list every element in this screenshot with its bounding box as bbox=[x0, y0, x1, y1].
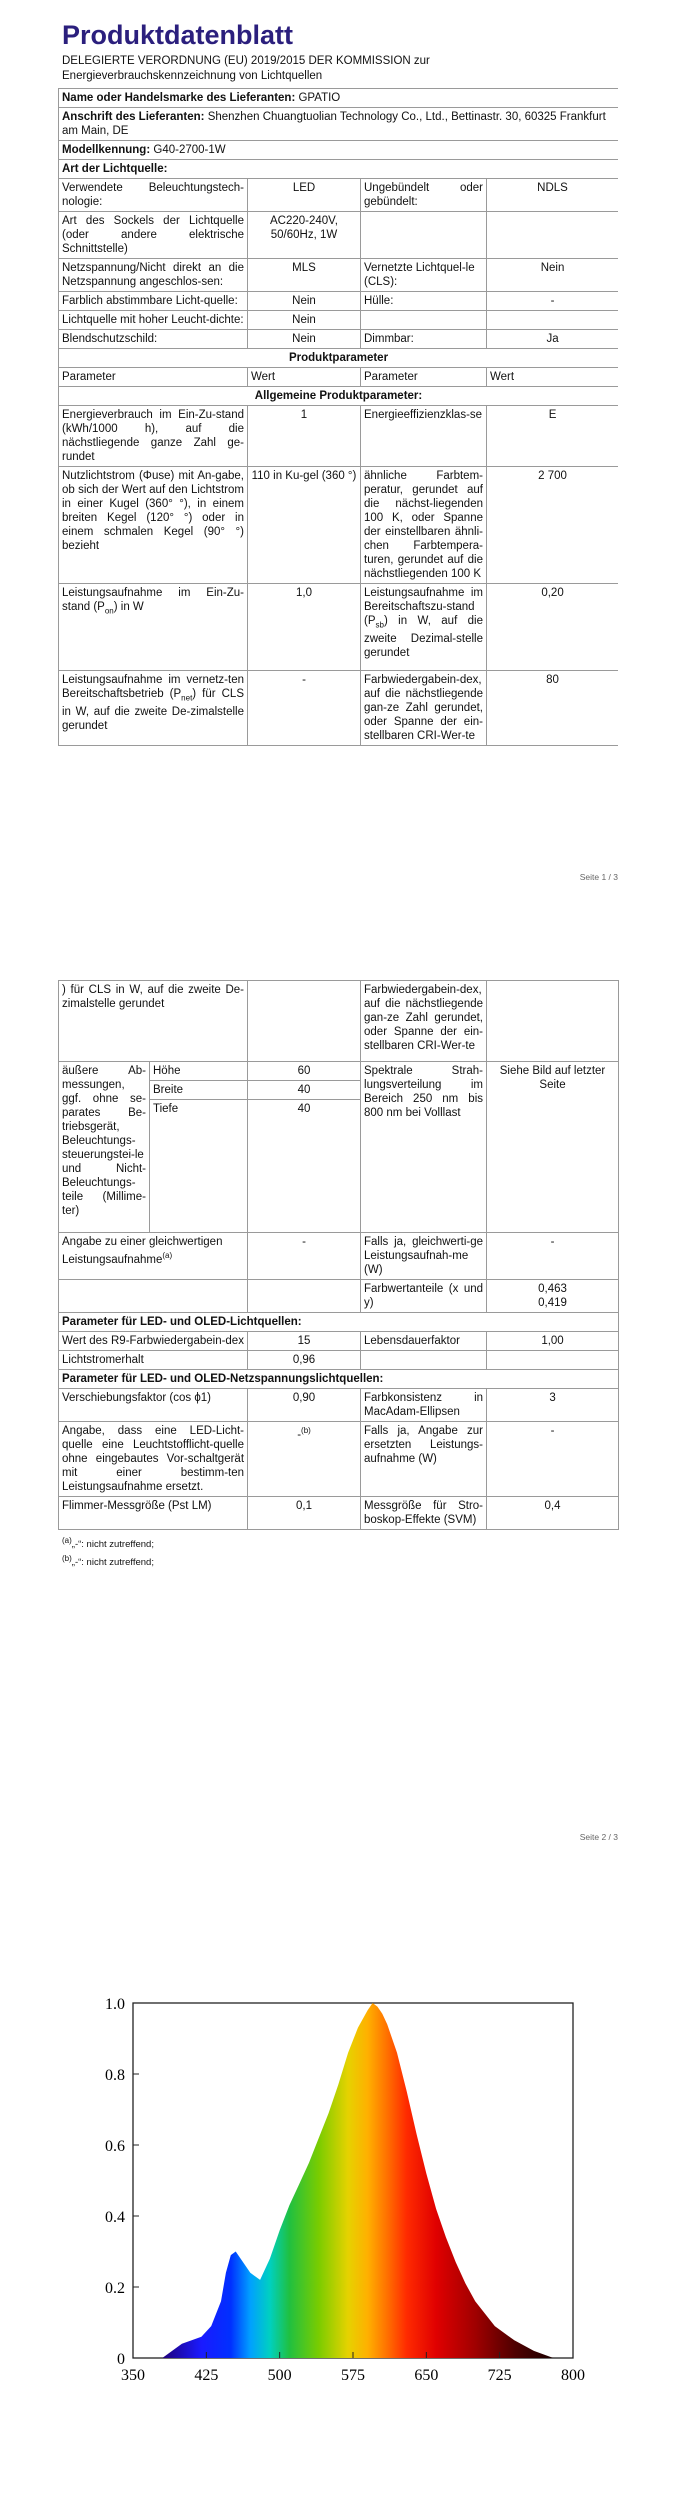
type-row-label: Verwendete Beleuchtungstech-nologie: bbox=[59, 179, 248, 212]
general-params-header: Allgemeine Produktparameter: bbox=[59, 387, 619, 406]
type-row-label: Art des Sockels der Lichtquelle (oder andere elektrische Schnittstelle) bbox=[59, 212, 248, 259]
supplier-address-label: Anschrift des Lieferanten: bbox=[62, 111, 205, 123]
power-on-label-unit: ) in W bbox=[113, 601, 144, 613]
maintenance-empty bbox=[361, 1351, 487, 1370]
footnote-a-mark: (a) bbox=[62, 1536, 72, 1545]
mains-section-header: Parameter für LED- und OLED-Netzspannungslichtquellen: bbox=[59, 1370, 619, 1389]
datasheet-table bbox=[58, 88, 618, 746]
type-row-value: MLS bbox=[248, 259, 361, 292]
datasheet-table-continued bbox=[58, 980, 619, 1530]
spectrum-area bbox=[162, 2003, 553, 2358]
type-row-value: AC220-240V, 50/60Hz, 1W bbox=[248, 212, 361, 259]
datasheet-page-2 bbox=[58, 980, 618, 1620]
column-header-value: Wert bbox=[248, 368, 361, 387]
dimensions-row bbox=[59, 1062, 619, 1081]
y-tick-label: 0.6 bbox=[105, 2138, 125, 2155]
network-standby-label-text: Leistungsaufnahme im vernetz-ten Bereitschaftsbetrieb (P bbox=[62, 674, 244, 700]
type-row-label: Vernetzte Lichtquel-le (CLS): bbox=[361, 259, 487, 292]
type-row-label bbox=[361, 212, 487, 259]
network-standby-row bbox=[59, 671, 619, 746]
chromaticity-empty bbox=[248, 1280, 361, 1313]
power-on-subscript: on bbox=[104, 606, 114, 616]
equivalent-power-value: - bbox=[248, 1233, 361, 1280]
type-row-label: Lichtquelle mit hoher Leucht-dichte: bbox=[59, 311, 248, 330]
type-row bbox=[59, 330, 619, 349]
mains-section-row bbox=[59, 1370, 619, 1389]
spectrum-value: Siehe Bild auf letzter Seite bbox=[487, 1062, 619, 1233]
svm-value: 0,4 bbox=[487, 1497, 619, 1530]
width-label: Breite bbox=[150, 1081, 248, 1100]
lifetime-value: 1,00 bbox=[487, 1332, 619, 1351]
supplier-name-row bbox=[59, 89, 619, 108]
led-section-row bbox=[59, 1313, 619, 1332]
type-row bbox=[59, 179, 619, 212]
replacement-value-text: - bbox=[297, 1428, 302, 1441]
cct-label: ähnliche Farbtem-peratur, gerundet auf die nächst-liegenden 100 K, oder Spanne der einstellbaren ähnli-chen Farbtempera-turen, gerundet auf die nächstliegenden 100 K bbox=[361, 467, 487, 584]
macadam-value: 3 bbox=[487, 1389, 619, 1422]
supplier-address-row bbox=[59, 108, 619, 141]
flux-value: 110 in Ku-gel (360 °) bbox=[248, 467, 361, 584]
chromaticity-y: 0,419 bbox=[538, 1297, 567, 1309]
type-row-label bbox=[361, 311, 487, 330]
type-header: Art der Lichtquelle: bbox=[59, 160, 619, 179]
type-row-value: Nein bbox=[248, 330, 361, 349]
energy-class-value: E bbox=[487, 406, 619, 467]
maintenance-label: Lichtstromerhalt bbox=[59, 1351, 248, 1370]
power-on-value: 1,0 bbox=[248, 584, 361, 671]
general-params-header-row bbox=[59, 387, 619, 406]
footnote-b-ref: (b) bbox=[301, 1426, 311, 1435]
type-row-label: Netzspannung/Nicht direkt an die Netzspannung angeschlos-sen: bbox=[59, 259, 248, 292]
cri-value: 80 bbox=[487, 671, 619, 746]
network-standby-label bbox=[59, 671, 248, 746]
cri-label-continued: Farbwiedergabein-dex, auf die nächstliegende gan-ze Zahl gerundet, oder Spanne der ein-stellbaren CRI-Wer-te bbox=[361, 981, 487, 1062]
flicker-row bbox=[59, 1497, 619, 1530]
footnote-a-ref: (a) bbox=[162, 1251, 173, 1260]
footnote-a-text: „-“: nicht zutreffend; bbox=[71, 1539, 154, 1551]
energy-row bbox=[59, 406, 619, 467]
y-tick-label: 1.0 bbox=[105, 1996, 125, 2013]
power-on-label bbox=[59, 584, 248, 671]
power-on-label-text: Leistungsaufnahme im Ein-Zu-stand (P bbox=[62, 587, 244, 613]
replacement-power-label: Falls ja, Angabe zur ersetzten Leistungs-aufnahme (W) bbox=[361, 1422, 487, 1497]
type-row-value: - bbox=[487, 292, 619, 311]
doc-subtitle: DELEGIERTE VERORDNUNG (EU) 2019/2015 DER KOMMISSION zur Energieverbrauchskennzeichnung von Lichtquellen bbox=[62, 55, 430, 82]
equivalent-power-w-value: - bbox=[487, 1233, 619, 1280]
column-header-parameter: Parameter bbox=[59, 368, 248, 387]
footnote-b-text: „-“: nicht zutreffend; bbox=[71, 1557, 154, 1569]
x-tick-label: 500 bbox=[267, 2367, 292, 2384]
svm-label: Messgröße für Stro-boskop-Effekte (SVM) bbox=[361, 1497, 487, 1530]
model-label: Modellkennung: bbox=[62, 144, 151, 156]
type-row-value bbox=[487, 212, 619, 259]
energy-label: Energieverbrauch im Ein-Zu-stand (kWh/1000 h), auf die nächstliegende ganze Zahl ge-rundet bbox=[59, 406, 248, 467]
type-header-row bbox=[59, 160, 619, 179]
flicker-value: 0,1 bbox=[248, 1497, 361, 1530]
x-tick-label: 800 bbox=[561, 2367, 585, 2384]
type-row-value: Ja bbox=[487, 330, 619, 349]
macadam-label: Farbkonsistenz in MacAdam-Ellipsen bbox=[361, 1389, 487, 1422]
led-section-header: Parameter für LED- und OLED-Lichtquellen: bbox=[59, 1313, 619, 1332]
flux-label: Nutzlichtstrom (Φuse) mit An-gabe, ob sich der Wert auf den Lichtstrom in einer Kugel (360° °), in einem breiten Kegel (120° °) oder in einem schmalen Kegel (90° °) bezieht bbox=[59, 467, 248, 584]
replacement-power-value: - bbox=[487, 1422, 619, 1497]
x-tick-label: 725 bbox=[487, 2367, 512, 2384]
depth-label: Tiefe bbox=[150, 1100, 248, 1233]
product-params-header: Produktparameter bbox=[59, 349, 619, 368]
column-header-value: Wert bbox=[487, 368, 619, 387]
cct-value: 2 700 bbox=[487, 467, 619, 584]
x-tick-label: 575 bbox=[341, 2367, 365, 2384]
height-value: 60 bbox=[248, 1062, 361, 1081]
standby-value: 0,20 bbox=[487, 584, 619, 671]
type-row-label: Farblich abstimmbare Licht-quelle: bbox=[59, 292, 248, 311]
spectral-distribution-chart bbox=[58, 1985, 618, 2385]
cri-label: Farbwiedergabein-dex, auf die nächstliegende gan-ze Zahl gerundet, oder Spanne der ein-stellbaren CRI-Wer-te bbox=[361, 671, 487, 746]
replacement-label: Angabe, dass eine LED-Licht-quelle eine Leuchtstofflicht-quelle ohne eingebautes Vor-schaltgerät mit einer bestimm-ten Leistungsaufnahme ersetzt. bbox=[59, 1422, 248, 1497]
depth-value: 40 bbox=[248, 1100, 361, 1233]
chromaticity-value bbox=[487, 1280, 619, 1313]
footnote-b-mark: (b) bbox=[62, 1554, 72, 1564]
supplier-name-value: GPATIO bbox=[298, 92, 341, 104]
cri-value-continued bbox=[487, 981, 619, 1062]
network-standby-label-unit: ) für CLS in W, auf die zweite De-zimalstelle gerundet bbox=[62, 984, 245, 1010]
x-tick-label: 650 bbox=[414, 2367, 439, 2384]
type-row-value bbox=[487, 311, 619, 330]
network-standby-value: - bbox=[248, 671, 361, 746]
lifetime-label: Lebensdauerfaktor bbox=[361, 1332, 487, 1351]
type-row-value: Nein bbox=[248, 311, 361, 330]
flux-row bbox=[59, 467, 619, 584]
type-row-value: LED bbox=[248, 179, 361, 212]
height-label: Höhe bbox=[150, 1062, 248, 1081]
model-row bbox=[59, 141, 619, 160]
supplier-name-label: Name oder Handelsmarke des Lieferanten: bbox=[62, 92, 296, 104]
energy-value: 1 bbox=[248, 406, 361, 467]
standby-label-unit: ) in W, auf die zweite Dezimal-stelle gerundet bbox=[364, 615, 483, 660]
chromaticity-row bbox=[59, 1280, 619, 1313]
equivalent-power-w-label: Falls ja, gleichwerti-ge Leistungsaufnah-me (W) bbox=[361, 1233, 487, 1280]
replacement-value bbox=[248, 1422, 361, 1497]
y-tick-label: 0.8 bbox=[105, 2067, 125, 2084]
type-row-value: Nein bbox=[248, 292, 361, 311]
r9-row bbox=[59, 1332, 619, 1351]
footnote-b bbox=[62, 1552, 618, 1570]
type-row-value: NDLS bbox=[487, 179, 619, 212]
maintenance-row bbox=[59, 1351, 619, 1370]
network-standby-row-continued bbox=[59, 981, 619, 1062]
model-value: G40-2700-1W bbox=[153, 144, 226, 156]
page-number: Seite 2 / 3 bbox=[579, 1832, 618, 1842]
type-row-label: Hülle: bbox=[361, 292, 487, 311]
page-number: Seite 1 / 3 bbox=[579, 872, 618, 882]
maintenance-empty bbox=[487, 1351, 619, 1370]
column-header-row bbox=[59, 368, 619, 387]
dimensions-label: äußere Ab-messungen, ggf. ohne se-parates Be-triebsgerät, Beleuchtungs-steuerungstei-le und Nicht-Beleuchtungs-teile (Millime-ter) bbox=[59, 1062, 150, 1233]
type-row-value: Nein bbox=[487, 259, 619, 292]
r9-value: 15 bbox=[248, 1332, 361, 1351]
x-tick-label: 350 bbox=[121, 2367, 145, 2384]
standby-label bbox=[361, 584, 487, 671]
type-row bbox=[59, 292, 619, 311]
chromaticity-x: 0,463 bbox=[538, 1283, 567, 1295]
type-row bbox=[59, 311, 619, 330]
datasheet-page-1 bbox=[58, 18, 618, 866]
flicker-label: Flimmer-Messgröße (Pst LM) bbox=[59, 1497, 248, 1530]
y-tick-label: 0.4 bbox=[105, 2209, 125, 2226]
width-value: 40 bbox=[248, 1081, 361, 1100]
replacement-row bbox=[59, 1422, 619, 1497]
standby-subscript: sb bbox=[375, 620, 384, 630]
power-factor-label: Verschiebungsfaktor (cos ϕ1) bbox=[59, 1389, 248, 1422]
chromaticity-empty bbox=[59, 1280, 248, 1313]
y-tick-label: 0 bbox=[117, 2351, 125, 2368]
equivalent-power-label bbox=[59, 1233, 248, 1280]
doc-title: Produktdatenblatt bbox=[62, 20, 294, 50]
supplier-address-value: Shenzhen Chuangtuolian Technology Co., Ltd., Bettinastr. 30, 60325 Frankfurt am Main, DE bbox=[62, 111, 606, 137]
type-row-label: Ungebündelt oder gebündelt: bbox=[361, 179, 487, 212]
network-standby-label-continued bbox=[59, 981, 248, 1062]
power-factor-row bbox=[59, 1389, 619, 1422]
energy-class-label: Energieeffizienzklas-se bbox=[361, 406, 487, 467]
network-standby-label-unit: ) für CLS in W, auf die zweite De-zimalstelle gerundet bbox=[62, 688, 244, 733]
equivalent-power-label-text: Angabe zu einer gleichwertigen Leistungsaufnahme bbox=[62, 1236, 223, 1266]
type-row-label: Dimmbar: bbox=[361, 330, 487, 349]
network-standby-value-continued bbox=[248, 981, 361, 1062]
maintenance-value: 0,96 bbox=[248, 1351, 361, 1370]
y-tick-label: 0.2 bbox=[105, 2280, 125, 2297]
datasheet-page-3 bbox=[58, 1925, 618, 2505]
power-factor-value: 0,90 bbox=[248, 1389, 361, 1422]
power-row bbox=[59, 584, 619, 671]
chromaticity-label: Farbwertanteile (x und y) bbox=[361, 1280, 487, 1313]
type-row-label: Blendschutzschild: bbox=[59, 330, 248, 349]
x-tick-label: 425 bbox=[194, 2367, 219, 2384]
type-row bbox=[59, 259, 619, 292]
equivalent-power-row bbox=[59, 1233, 619, 1280]
type-row bbox=[59, 212, 619, 259]
spectrum-label: Spektrale Strah-lungsverteilung im Bereich 250 nm bis 800 nm bei Volllast bbox=[361, 1062, 487, 1233]
product-params-header-row bbox=[59, 349, 619, 368]
column-header-parameter: Parameter bbox=[361, 368, 487, 387]
standby-label-text: Leistungsaufnahme im Bereitschaftszu-stand (P bbox=[364, 587, 483, 627]
footnote-a bbox=[62, 1534, 618, 1552]
r9-label: Wert des R9-Farbwiedergabein-dex bbox=[59, 1332, 248, 1351]
network-standby-subscript: net bbox=[181, 693, 193, 703]
